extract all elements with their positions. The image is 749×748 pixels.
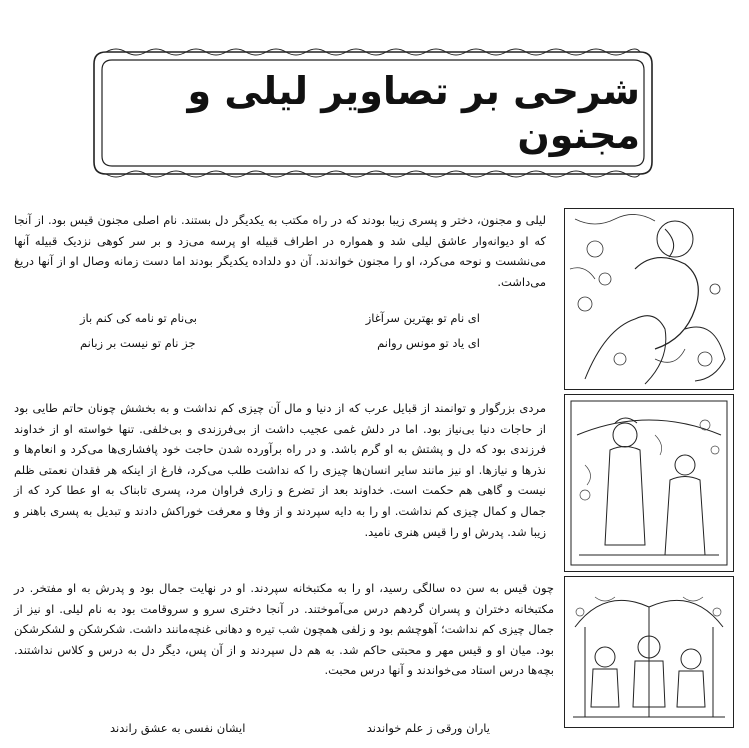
couple-garden-illustration [565,395,733,571]
hemistich: ای نام تو بهترین سرآغاز [365,311,480,325]
poem-line [80,331,480,356]
hemistich: ایشان نفسی به عشق راندند [110,721,246,735]
peacock-woman-illustration [565,209,733,389]
poem-1 [80,306,480,356]
classroom-illustration [565,577,733,727]
page-title: شرحی بر تصاویر لیلی و مجنون [187,69,640,157]
illustration-1 [564,208,734,390]
hemistich: یاران ورقی ز علم خواندند [366,721,490,735]
section-3 [14,576,734,746]
poem-2 [110,716,490,741]
illustration-3 [564,576,734,728]
illustration-2 [564,394,734,572]
section-1 [14,208,734,388]
hemistich: جز نام تو نیست بر زبانم [80,336,196,350]
hemistich: ای یاد تو مونس روانم [377,336,480,350]
paragraph-2: مردی بزرگوار و توانمند از قبایل عرب که از دنیا و مال آن چیزی کم نداشت و به بخشش چونان حاتم طایی بود از حاجات دنیا بی‌نیاز بود. اما در دلش غمی عجیب داشت از بی‌فرزندی و بی‌خلفی. تنها خواسته او از خداوند فرزندی بود که دل و پشتش به او گرم باشد. و در راه برآورده شدن حاجت خود پافشاری‌ها می‌کرد و انعام‌ها و نذرها و نیازها. او نیز مانند سایر انسان‌ها چیزی را که نداشت طلب می‌کرد، فارغ از اینکه هر فقدان نعمتی ظلم نیست و گاهی هم حکمت است. خداوند بعد از تضرع و زاری فراوان مرد، پسری تابناک به او عطا کرد که از جمال و کمال چیزی کم نداشت. او را به دایه سپردند و از وفا و معرفت خوراکش دادند و تبدیل به پسری باهنر و زیبا شد. پدرش او را قیس هنری نامید. [14,401,546,539]
poem-line [110,716,490,741]
poem-line [80,306,480,331]
paragraph-1: لیلی و مجنون، دختر و پسری زیبا بودند که در راه مکتب به یکدیگر دل بستند. نام اصلی مجنون قیس بود. از آنجا که او دیوانه‌وار عاشق لیلی شد و همواره در اطراف قبیله او پرسه می‌زد و بر سر کوهی نزدیک قبیله آنها می‌نشست و نوحه می‌کرد، او را مجنون خواندند. آن دو دلداده یکدیگر بودند اما دست زمانه وصال او از آنها دریغ می‌داشت. [14,213,546,289]
hemistich: بی‌نام تو نامه کی کنم باز [80,311,197,325]
section-2 [14,394,734,572]
paragraph-3: چون قیس به سن ده سالگی رسید، او را به مکتبخانه سپردند. او در نهایت جمال بود و پدرش به او مفتخر. در مکتبخانه دختران و پسران گردهم درس می‌آموختند. در آنجا دختری سرو و سروقامت بود به نام لیلی. او نیز از جمال چیزی کم نداشت؛ آهوچشم بود و زلفی همچون شب تیره و دهانی غنچه‌مانند داشت. شکرشکن و لشکرشکن بود. میان او و قیس مهر و محبتی حاکم شد. به هم دل سپردند و از آن پس، دیگر دل به درس و کلاس نداشتند. بچه‌ها درس استاد می‌خواندند و آنها درس محبت. [14,581,554,678]
